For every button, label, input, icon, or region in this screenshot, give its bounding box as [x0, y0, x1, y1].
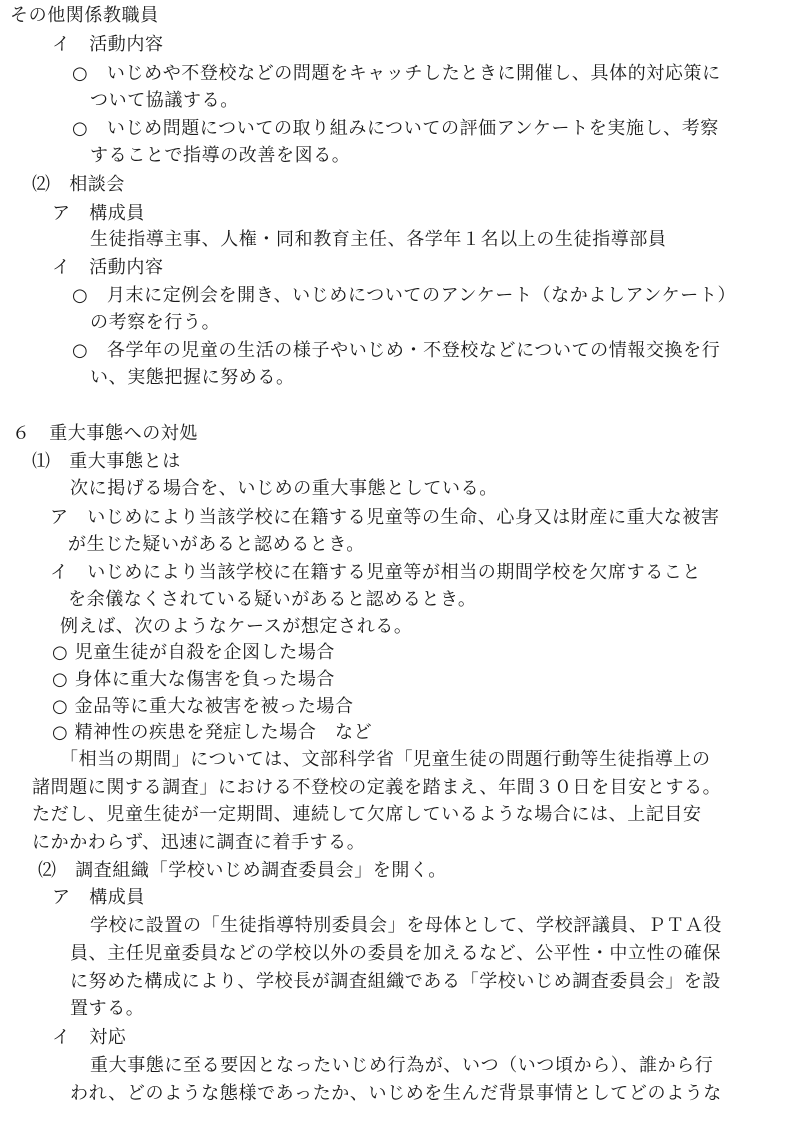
text-line: 次に掲げる場合を、いじめの重大事態としている。 — [70, 478, 498, 499]
text-line: 置する。 — [70, 998, 145, 1019]
text-line: ⑴ 重大事態とは — [32, 451, 181, 472]
text-line: ○ いじめ問題についての取り組みについての評価アンケートを実施し、考察 — [72, 118, 719, 139]
text-line: ○ 各学年の児童の生活の様子やいじめ・不登校などについての情報交換を行 — [72, 340, 721, 361]
text-line: 員、主任児童委員などの学校以外の委員を加えるなど、公平性・中立性の確保 — [70, 943, 721, 964]
text-line: が生じた疑いがあると認めるとき。 — [68, 534, 365, 555]
text-line: することで指導の改善を図る。 — [90, 145, 351, 166]
text-line: イ いじめにより当該学校に在籍する児童等が相当の期間学校を欠席すること — [50, 562, 701, 583]
list-item: ○ 精神性の疾患を発症した場合 など — [52, 722, 373, 743]
text-line: ただし、児童生徒が一定期間、連続して欠席しているような場合には、上記目安 — [32, 804, 702, 825]
text-line: イ 活動内容 — [52, 34, 164, 55]
text-line: イ 活動内容 — [52, 257, 164, 278]
text-line: の考察を行う。 — [90, 312, 221, 333]
text-line: ついて協議する。 — [90, 90, 239, 111]
text-line: その他関係教職員 — [10, 5, 159, 26]
text-line: 重大事態に至る要因となったいじめ行為が、いつ（いつ頃から）、誰から行 — [90, 1055, 714, 1076]
text-line: 生徒指導主事、人権・同和教育主任、各学年１名以上の生徒指導部員 — [90, 229, 667, 250]
text-line: に努めた構成により、学校長が調査組織である「学校いじめ調査委員会」を設 — [70, 971, 721, 992]
text-line: い、実態把握に努める。 — [90, 367, 295, 388]
text-line: 諸問題に関する調査」における不登校の定義を踏まえ、年間３０日を目安とする。 — [32, 777, 722, 798]
text-line: イ 対応 — [52, 1027, 127, 1048]
text-line: ○ いじめや不登校などの問題をキャッチしたときに開催し、具体的対応策に — [72, 63, 721, 84]
text-line: ⑵ 相談会 — [32, 174, 125, 195]
text-line: ○ 月末に定例会を開き、いじめについてのアンケート（なかよしアンケート） — [72, 285, 737, 306]
text-line: ⑵ 調査組織「学校いじめ調査委員会」を開く。 — [38, 860, 447, 881]
text-line: を余儀なくされている疑いがあると認めるとき。 — [68, 589, 477, 610]
text-line: ア いじめにより当該学校に在籍する児童等の生命、心身又は財産に重大な被害 — [50, 507, 720, 528]
section-heading: ６ 重大事態への対処 — [12, 423, 198, 444]
text-line: 学校に設置の「生徒指導特別委員会」を母体として、学校評議員、ＰＴＡ役 — [90, 915, 723, 936]
text-line: われ、どのような態様であったか、いじめを生んだ背景事情としてどのような — [70, 1083, 722, 1104]
list-item: ○ 金品等に重大な被害を被った場合 — [52, 696, 354, 717]
text-line: ア 構成員 — [52, 887, 145, 908]
list-item: ○ 身体に重大な傷害を負った場合 — [52, 669, 336, 690]
text-line: 例えば、次のようなケースが想定される。 — [60, 616, 413, 637]
text-line: 「相当の期間」については、文部科学省「児童生徒の問題行動等生徒指導上の — [60, 749, 711, 770]
text-line: ア 構成員 — [52, 203, 145, 224]
list-item: ○ 児童生徒が自殺を企図した場合 — [52, 642, 336, 663]
text-line: にかかわらず、迅速に調査に着手する。 — [32, 832, 366, 853]
